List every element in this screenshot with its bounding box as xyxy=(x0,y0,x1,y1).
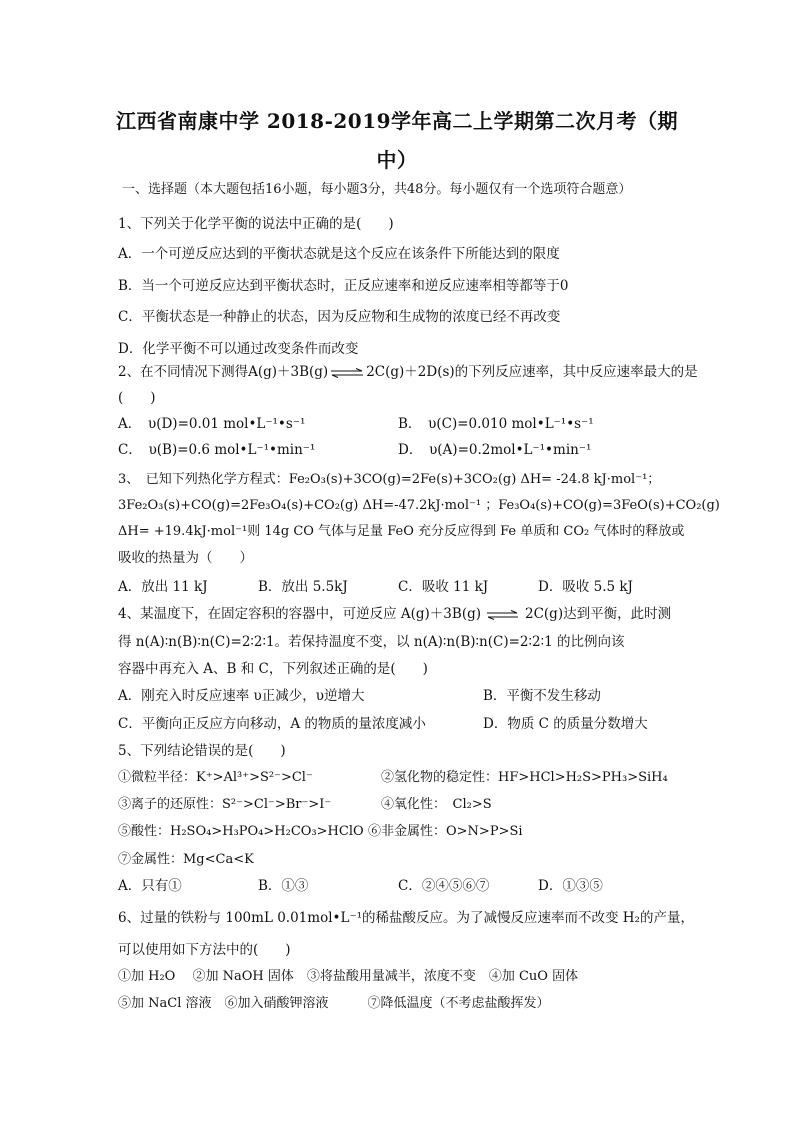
section-heading: 一、选择题（本大题包括16小题，每小题3分，共48分。每小题仅有一个选项符合题意） xyxy=(122,182,632,197)
question-6-line-2: 可以使用如下方法中的( ) xyxy=(118,942,291,958)
question-3-option-a: A．放出 11 kJ xyxy=(118,579,208,595)
question-3-line-3: ΔH= +19.4kJ·mol⁻¹则 14g CO 气体与足量 FeO 充分反应得到 Fe 单质和 CO₂ 气体时的释放或 xyxy=(118,524,685,539)
question-5-statement-5: ⑤酸性：H₂SO₄>H₃PO₄>H₂CO₃>HClO xyxy=(118,824,364,839)
question-6-line-3: ①加 H₂O ②加 NaOH 固体 ③将盐酸用量减半，浓度不变 ④加 CuO 固体 xyxy=(118,969,579,984)
question-2-stem-part-1: 2、在不同情况下测得A(g)＋3B(g) xyxy=(118,364,329,380)
question-1-option-c: C．平衡状态是一种静止的状态，因为反应物和生成物的浓度已经不再改变 xyxy=(118,309,561,325)
question-2-stem-part-2: 2C(g)＋2D(s)的下列反应速率，其中反应速率最大的是 xyxy=(366,364,698,380)
exam-title-continued: 中） xyxy=(376,148,418,172)
question-4-line-3: 容器中再充入 A、B 和 C，下列叙述正确的是( ) xyxy=(118,661,428,677)
question-5-option-b: B．①③ xyxy=(258,878,309,894)
question-4-option-b: B．平衡不发生移动 xyxy=(483,688,601,704)
question-3-line-4: 吸收的热量为（ ） xyxy=(118,550,253,566)
question-5-option-c: C．②④⑤⑥⑦ xyxy=(398,878,490,894)
question-4-line-1-part-1: 4、某温度下，在固定容积的容器中，可逆反应 A(g)＋3B(g) xyxy=(118,606,481,622)
question-6-line-4: ⑤加 NaCl 溶液 ⑥加入硝酸钾溶液 ⑦降低温度（不考虑盐酸挥发） xyxy=(118,996,550,1011)
question-3-option-d: D．吸收 5.5 kJ xyxy=(538,579,633,595)
question-5-statement-7: ⑦金属性：Mg<Ca<K xyxy=(118,852,254,867)
question-4-line-1-part-2: 2C(g)达到平衡，此时测 xyxy=(525,606,672,622)
exam-title: 江西省南康中学 2018-2019学年高二上学期第二次月考（期 xyxy=(115,109,679,133)
question-1-option-a: A．一个可逆反应达到的平衡状态就是这个反应在该条件下所能达到的限度 xyxy=(118,246,560,262)
question-6-line-1: 6、过量的铁粉与 100mL 0.01mol•L⁻¹的稀盐酸反应。为了减慢反应速率而不改变 H₂的产量， xyxy=(118,910,694,926)
question-5-option-d: D．①③⑤ xyxy=(538,878,603,894)
question-3-option-c: C．吸收 11 kJ xyxy=(398,579,489,595)
question-1-option-d: D．化学平衡不可以通过改变条件而改变 xyxy=(118,341,359,357)
question-2-option-c: C． υ(B)=0.6 mol•L⁻¹•min⁻¹ xyxy=(118,442,316,458)
question-4-option-a: A．刚充入时反应速率 υ正减少，υ逆增大 xyxy=(118,688,365,704)
question-5-statement-3: ③离子的还原性：S²⁻>Cl⁻>Br⁻>I⁻ xyxy=(118,797,332,812)
question-2-option-a: A． υ(D)=0.01 mol•L⁻¹•s⁻¹ xyxy=(118,416,306,432)
question-1-option-b: B．当一个可逆反应达到平衡状态时，正反应速率和逆反应速率相等都等于0 xyxy=(118,278,569,294)
question-1-stem: 1、下列关于化学平衡的说法中正确的是( ) xyxy=(118,216,394,232)
question-4-line-2: 得 n(A)∶n(B)∶n(C)=2∶2∶1。若保持温度不变，以 n(A)∶n(B)∶n(C)=2∶2∶1 的比例向该 xyxy=(118,634,625,650)
question-5-statement-1: ①微粒半径：K⁺>Al³⁺>S²⁻>Cl⁻ xyxy=(118,770,313,785)
question-5-statement-4: ④氧化性： Cl₂>S xyxy=(381,797,492,812)
question-2-paren: ( ) xyxy=(118,390,156,406)
question-5-statement-6: ⑥非金属性：O>N>P>Si xyxy=(368,824,523,839)
question-2-option-b: B． υ(C)=0.010 mol•L⁻¹•s⁻¹ xyxy=(398,416,594,432)
question-4-line-1 xyxy=(118,605,718,623)
question-5-option-a: A．只有① xyxy=(118,878,182,894)
question-3-line-1: 3、 已知下列热化学方程式：Fe₂O₃(s)+3CO(g)=2Fe(s)+3CO₂(g) ΔH= -24.8 kJ·mol⁻¹； xyxy=(118,472,661,487)
question-3-option-b: B．放出 5.5kJ xyxy=(258,579,348,595)
reversible-arrow-icon xyxy=(330,368,364,378)
question-4-option-c: C．平衡向正反应方向移动，A 的物质的量浓度减小 xyxy=(118,716,426,732)
question-2-stem xyxy=(118,363,718,381)
question-2-option-d: D． υ(A)=0.2mol•L⁻¹•min⁻¹ xyxy=(398,442,592,458)
reversible-arrow-icon xyxy=(483,610,523,620)
question-4-option-d: D．物质 C 的质量分数增大 xyxy=(483,716,648,732)
question-3-line-2: 3Fe₂O₃(s)+CO(g)=2Fe₃O₄(s)+CO₂(g) ΔH=-47.2kJ·mol⁻¹ ；Fe₃O₄(s)+CO(g)=3FeO(s)+CO₂(g) xyxy=(118,498,720,513)
question-5-stem: 5、下列结论错误的是( ) xyxy=(118,743,286,759)
question-5-statement-2: ②氢化物的稳定性：HF>HCl>H₂S>PH₃>SiH₄ xyxy=(381,770,668,785)
